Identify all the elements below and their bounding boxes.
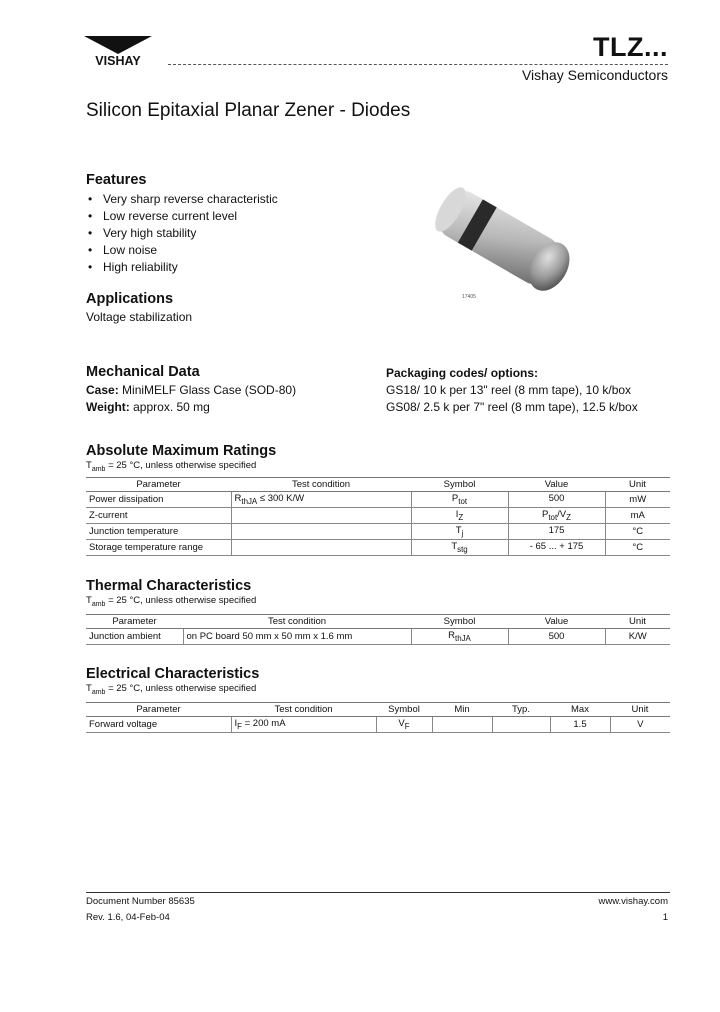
- part-number: TLZ...: [593, 32, 668, 62]
- max-cell: 1.5: [550, 717, 610, 733]
- features-section: [86, 172, 278, 276]
- document-number: Document Number 85635: [86, 896, 195, 907]
- column-header: Test condition: [183, 615, 411, 629]
- features-list: [86, 191, 278, 276]
- column-header: Max: [550, 703, 610, 717]
- parameter-cell: Power dissipation: [86, 492, 231, 508]
- table-row: [86, 629, 670, 645]
- feature-item: • Low reverse current level: [86, 208, 278, 225]
- page-number: 1: [662, 912, 668, 923]
- condition-cell: on PC board 50 mm x 50 mm x 1.6 mm: [183, 629, 411, 645]
- unit-cell: °C: [605, 524, 670, 540]
- parameter-cell: Junction ambient: [86, 629, 183, 645]
- unit-cell: V: [610, 717, 670, 733]
- unit-cell: mA: [605, 508, 670, 524]
- page-title: Silicon Epitaxial Planar Zener - Diodes: [86, 100, 411, 121]
- typ-cell: [492, 717, 550, 733]
- packaging-line: GS18/ 10 k per 13" reel (8 mm tape), 10 k/box: [386, 383, 632, 397]
- table-header-row: [86, 703, 670, 717]
- condition-cell: $R_{thJA} \le 300$ K/W: [231, 492, 411, 508]
- table-header-row: [86, 615, 670, 629]
- parameter-cell: Storage temperature range: [86, 540, 231, 556]
- mechanical-heading: Mechanical Data: [86, 364, 200, 380]
- amr-condition: $T_{amb} = 25$ °C, unless otherwise specified: [86, 460, 257, 473]
- table-header-row: [86, 478, 670, 492]
- column-header: Value: [508, 478, 605, 492]
- revision: Rev. 1.6, 04-Feb-04: [86, 912, 170, 923]
- electrical-table: [86, 702, 670, 733]
- condition-cell: [231, 540, 411, 556]
- column-header: Test condition: [231, 478, 411, 492]
- case-label: Case:: [86, 383, 119, 397]
- unit-cell: K/W: [605, 629, 670, 645]
- packaging-line: GS08/ 2.5 k per 7" reel (8 mm tape), 12.5 k/box: [386, 400, 638, 414]
- min-cell: [432, 717, 492, 733]
- table-row: [86, 540, 670, 556]
- value-cell: $P_{tot}/V_Z$: [508, 508, 605, 524]
- mechanical-section: [86, 364, 296, 416]
- packaging-heading: Packaging codes/ options:: [386, 366, 539, 380]
- symbol-cell: $P_{tot}$: [411, 492, 508, 508]
- svg-text:17405: 17405: [462, 294, 476, 300]
- symbol-cell: $T_{stg}$: [411, 540, 508, 556]
- electrical-section: [86, 666, 259, 696]
- table-row: [86, 524, 670, 540]
- thermal-table: [86, 614, 670, 645]
- column-header: Parameter: [86, 478, 231, 492]
- value-cell: 175: [508, 524, 605, 540]
- company-name: Vishay Semiconductors: [521, 67, 668, 83]
- parameter-cell: Z-current: [86, 508, 231, 524]
- applications-section: [86, 291, 192, 326]
- column-header: Unit: [610, 703, 670, 717]
- amr-section: [86, 443, 276, 473]
- feature-item: • Low noise: [86, 242, 278, 259]
- symbol-cell: $T_j$: [411, 524, 508, 540]
- parameter-cell: Junction temperature: [86, 524, 231, 540]
- footer-divider: [86, 892, 670, 893]
- website-link[interactable]: www.vishay.com: [598, 896, 668, 907]
- applications-text: Voltage stabilization: [86, 310, 193, 324]
- value-cell: 500: [508, 492, 605, 508]
- symbol-cell: $I_Z$: [411, 508, 508, 524]
- feature-item: • Very sharp reverse characteristic: [86, 191, 278, 208]
- column-header: Parameter: [86, 703, 231, 717]
- diode-package-image: [430, 186, 580, 306]
- column-header: Value: [508, 615, 605, 629]
- column-header: Symbol: [411, 615, 508, 629]
- value-cell: - 65 ... + 175: [508, 540, 605, 556]
- weight-label: Weight:: [86, 400, 130, 414]
- packaging-section: [386, 365, 638, 416]
- applications-heading: Applications: [86, 291, 174, 307]
- column-header: Parameter: [86, 615, 183, 629]
- column-header: Unit: [605, 615, 670, 629]
- thermal-heading: Thermal Characteristics: [86, 578, 252, 594]
- feature-item: • High reliability: [86, 259, 278, 276]
- vishay-logo: [84, 36, 152, 68]
- column-header: Test condition: [231, 703, 376, 717]
- column-header: Min: [432, 703, 492, 717]
- svg-text:VISHAY: VISHAY: [95, 54, 141, 68]
- feature-item: • Very high stability: [86, 225, 278, 242]
- symbol-cell: $R_{thJA}$: [411, 629, 508, 645]
- column-header: Symbol: [411, 478, 508, 492]
- table-row: [86, 492, 670, 508]
- condition-cell: $I_F = 200$ mA: [231, 717, 376, 733]
- electrical-condition: $T_{amb} = 25$ °C, unless otherwise specified: [86, 683, 257, 696]
- amr-heading: Absolute Maximum Ratings: [86, 443, 277, 459]
- condition-cell: [231, 508, 411, 524]
- value-cell: 500: [508, 629, 605, 645]
- amr-table: [86, 477, 670, 556]
- column-header: Symbol: [376, 703, 432, 717]
- unit-cell: mW: [605, 492, 670, 508]
- thermal-section: [86, 578, 256, 608]
- symbol-cell: $V_F$: [376, 717, 432, 733]
- column-header: Unit: [605, 478, 670, 492]
- unit-cell: °C: [605, 540, 670, 556]
- column-header: Typ.: [492, 703, 550, 717]
- header-divider: [168, 64, 668, 65]
- thermal-condition: $T_{amb} = 25$ °C, unless otherwise specified: [86, 595, 257, 608]
- features-heading: Features: [86, 172, 147, 188]
- condition-cell: [231, 524, 411, 540]
- electrical-heading: Electrical Characteristics: [86, 666, 260, 682]
- parameter-cell: Forward voltage: [86, 717, 231, 733]
- table-row: [86, 717, 670, 733]
- case-value: MiniMELF Glass Case (SOD-80): [122, 383, 297, 397]
- weight-value: approx. 50 mg: [133, 400, 210, 414]
- table-row: [86, 508, 670, 524]
